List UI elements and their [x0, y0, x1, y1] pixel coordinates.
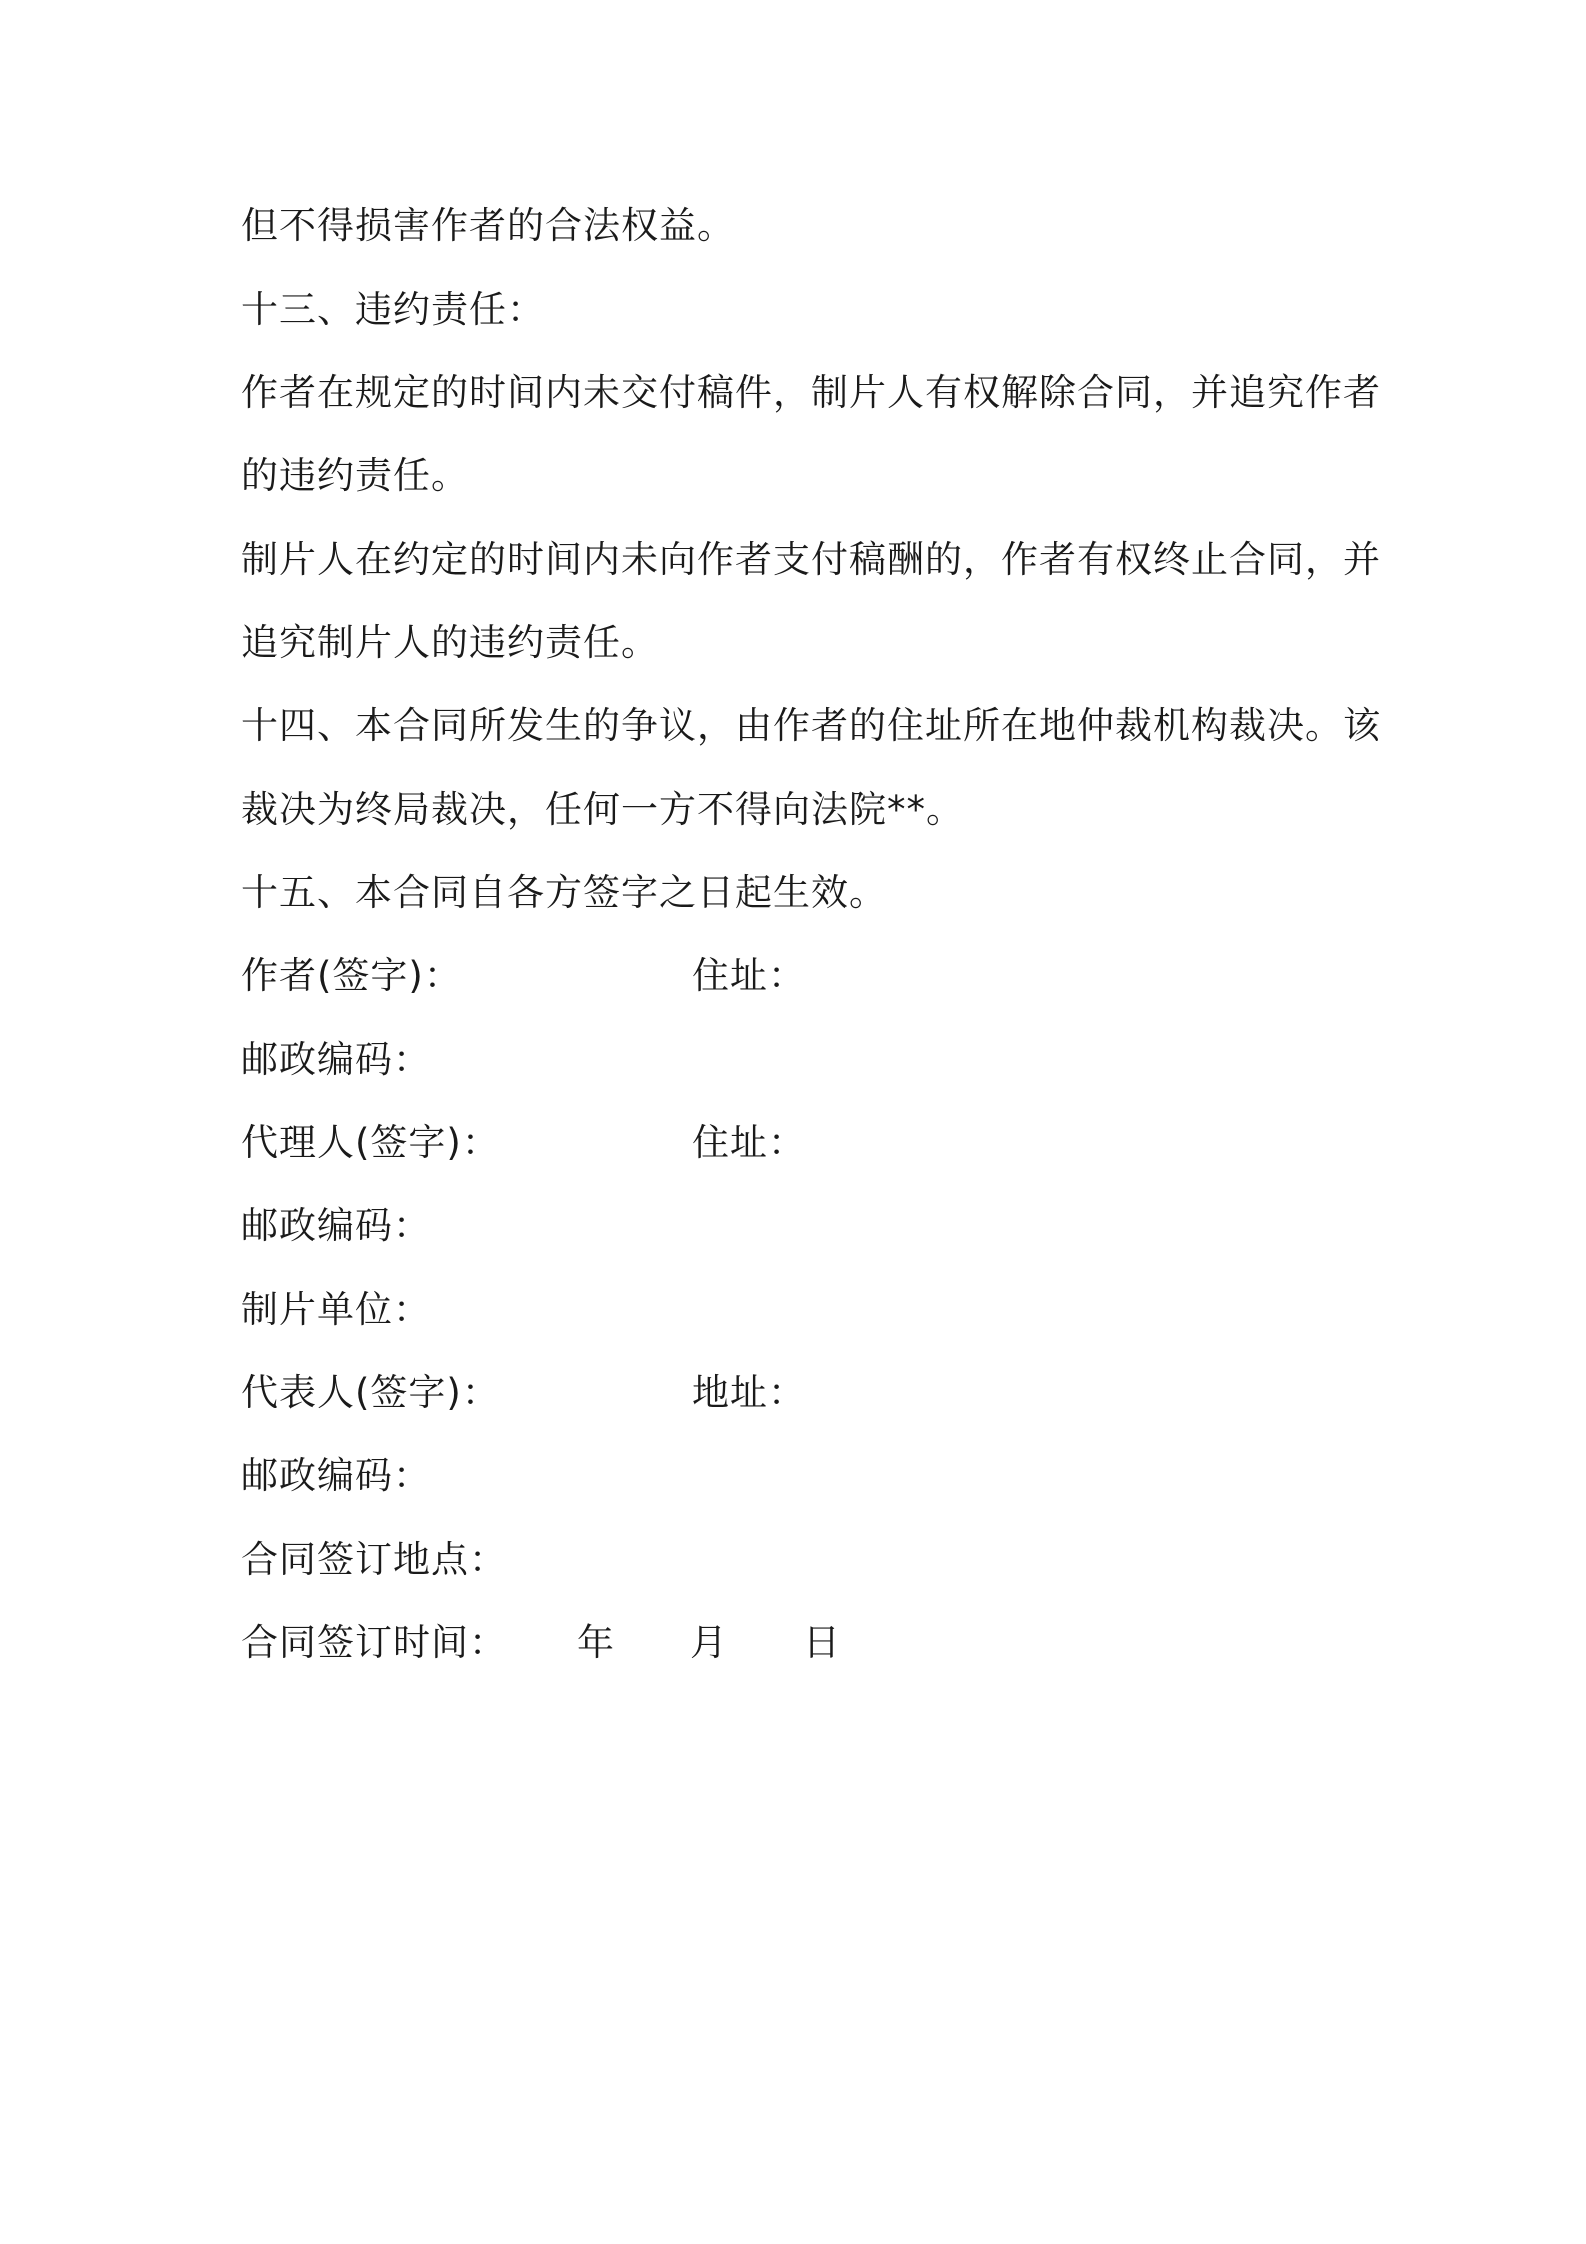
- representative-postcode-label: 邮政编码：: [241, 1454, 431, 1497]
- author-postcode-label: 邮政编码：: [241, 1038, 431, 1081]
- signing-year-label: 年: [577, 1621, 614, 1664]
- section-13-heading: 十三、违约责任：: [241, 288, 545, 331]
- signing-time-label: 合同签订时间：: [241, 1621, 507, 1664]
- agent-postcode-label: 邮政编码：: [241, 1204, 431, 1247]
- section-14-line-1: 十四、本合同所发生的争议，由作者的住址所在地仲裁机构裁决。该: [241, 704, 1381, 747]
- signing-month-label: 月: [690, 1621, 727, 1664]
- signing-place-label: 合同签订地点：: [241, 1538, 507, 1581]
- author-signature-label: 作者(签字)：: [241, 954, 462, 997]
- signing-day-label: 日: [803, 1621, 840, 1664]
- agent-address-label: 住址：: [692, 1121, 806, 1164]
- paragraph-producer-breach-1: 制片人在约定的时间内未向作者支付稿酬的，作者有权终止合同，并: [241, 538, 1381, 581]
- section-14-line-2: 裁决为终局裁决，任何一方不得向法院**。: [241, 788, 964, 831]
- paragraph-producer-breach-2: 追究制片人的违约责任。: [241, 621, 659, 664]
- agent-signature-label: 代理人(签字)：: [241, 1121, 500, 1164]
- representative-address-label: 地址：: [692, 1371, 806, 1414]
- representative-signature-label: 代表人(签字)：: [241, 1371, 500, 1414]
- paragraph-author-breach-1: 作者在规定的时间内未交付稿件，制片人有权解除合同，并追究作者: [241, 371, 1381, 414]
- paragraph-author-breach-2: 的违约责任。: [241, 454, 469, 497]
- section-15-effective: 十五、本合同自各方签字之日起生效。: [241, 871, 887, 914]
- producer-unit-label: 制片单位：: [241, 1288, 431, 1331]
- paragraph-rights-clause: 但不得损害作者的合法权益。: [241, 204, 735, 247]
- author-address-label: 住址：: [692, 954, 806, 997]
